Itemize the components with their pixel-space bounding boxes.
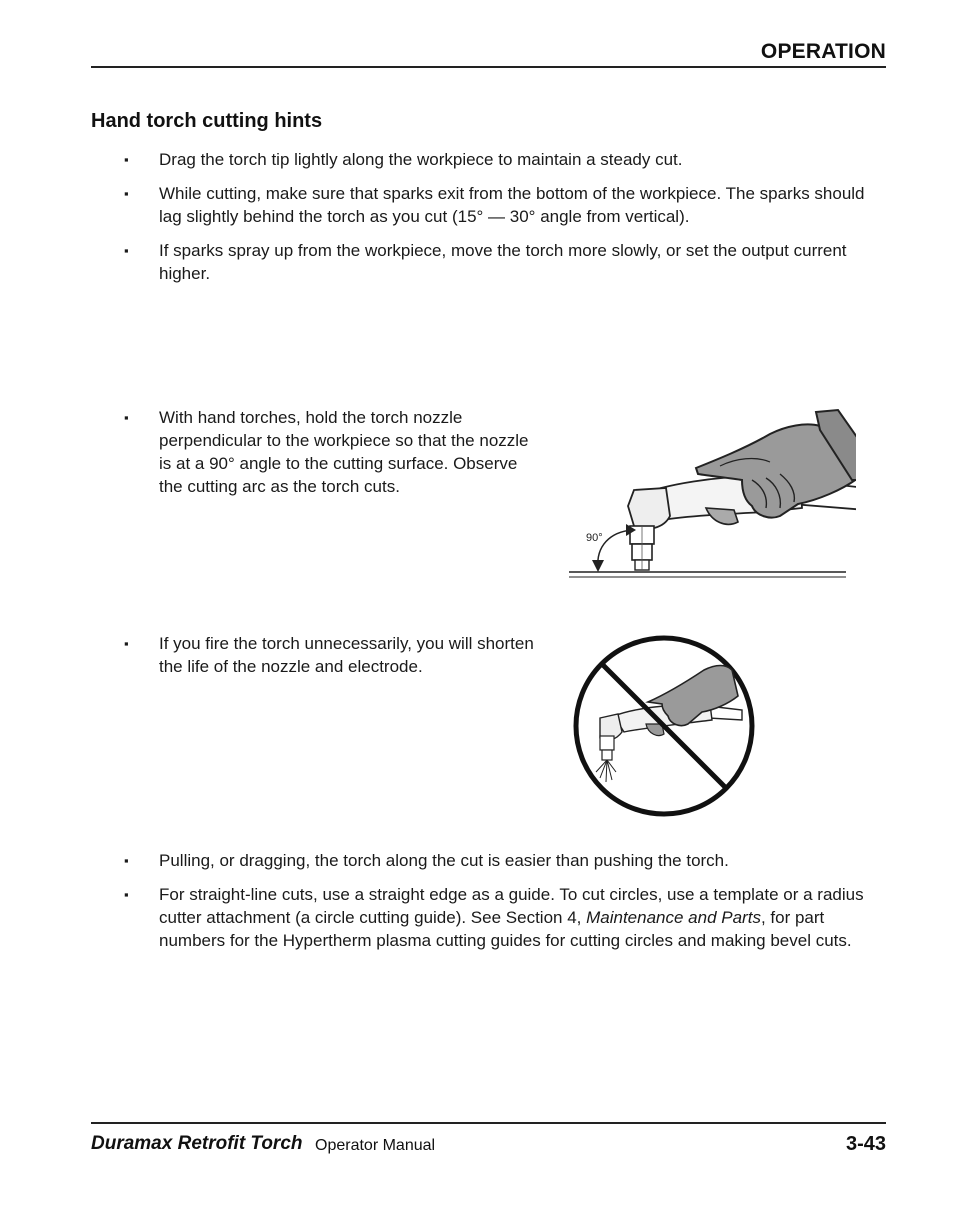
bullet-text: While cutting, make sure that sparks exit from the bottom of the workpiece. The sparks should lag slightly behind the torch as you cut (15° — 30° angle from vertical). [159,184,865,226]
bullet-text-part: For straight-line cuts, use a straight edge as a guide. To cut circles, use a template or a radius cutter attachment (a circle cutting guide). See Section 4, [159,885,864,927]
footer-subtitle: Operator Manual [315,1137,436,1154]
bullet-marker: ▪ [124,152,129,167]
bullet-text-part: , for part numbers for the Hypertherm plasma cutting guides for cutting circles and making bevel cuts. [159,908,852,950]
bullet-text: Pulling, or dragging, the torch along the cut is easier than pushing the torch. [159,851,729,870]
bullet-marker: ▪ [124,853,129,868]
bullet-text: If sparks spray up from the workpiece, move the torch more slowly, or set the output current higher. [159,241,847,283]
section-reference: Maintenance and Parts [586,908,761,927]
bullet-marker: ▪ [124,636,129,651]
bullet-text: If you fire the torch unnecessarily, you will shorten the life of the nozzle and electrode. [159,634,534,676]
bullet-text: Drag the torch tip lightly along the workpiece to maintain a steady cut. [159,150,683,169]
bullet-marker: ▪ [124,410,129,425]
bullet-marker: ▪ [124,243,129,258]
no-unnecessary-firing-figure [570,632,758,820]
bullet-marker: ▪ [124,186,129,201]
bullet-text: With hand torches, hold the torch nozzle perpendicular to the workpiece so that the nozzle is at a 90° angle to the cutting surface. Observe the cutting arc as the torch cuts. [159,408,529,496]
angle-label: 90° [586,532,603,544]
section-label: OPERATION [760,40,886,63]
bullet-text [159,883,884,952]
perpendicular-torch-figure [566,404,856,586]
header-rule [91,66,886,68]
footer-title: Duramax Retrofit Torch [91,1133,303,1154]
footer-rule [91,1122,886,1124]
bullet-marker: ▪ [124,887,129,902]
page-number: 3-43 [845,1133,886,1155]
page-heading: Hand torch cutting hints [91,110,323,132]
